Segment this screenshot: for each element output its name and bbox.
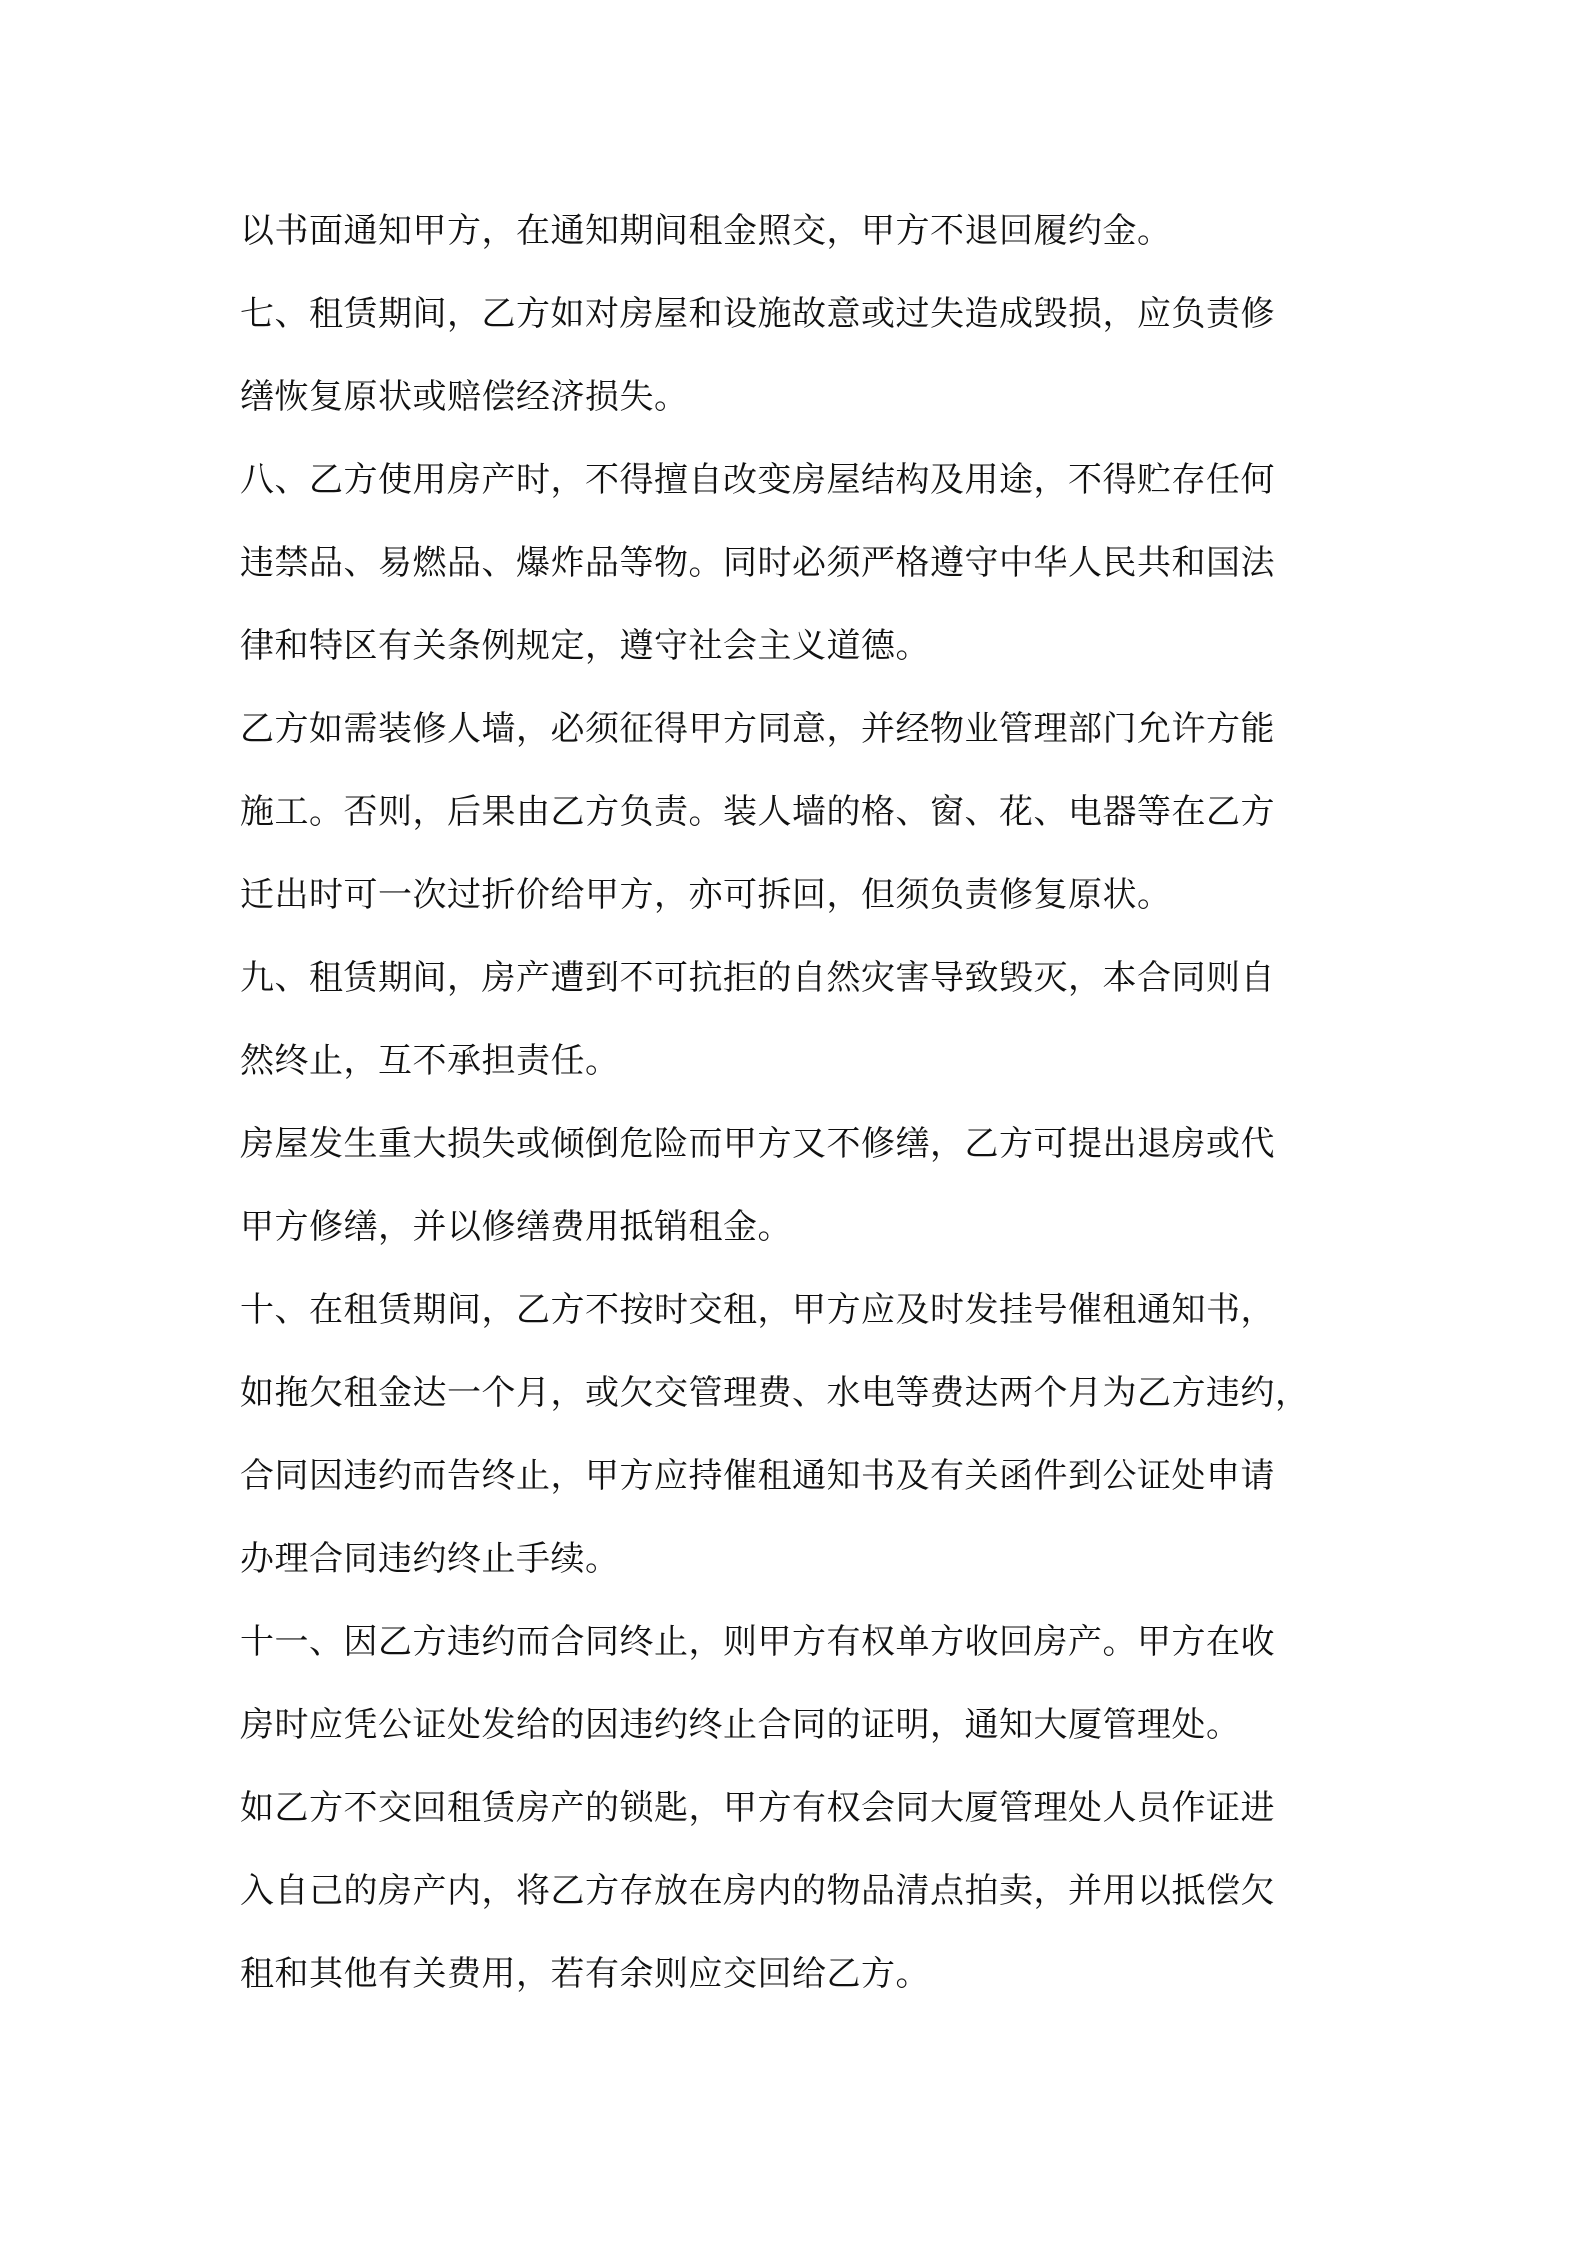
text-line: 租和其他有关费用，若有余则应交回给乙方。 — [240, 1954, 930, 1994]
text-line: 如乙方不交回租赁房产的锁匙，甲方有权会同大厦管理处人员作证进 — [240, 1788, 1275, 1828]
text-line: 九、租赁期间，房产遭到不可抗拒的自然灾害导致毁灭，本合同则自 — [240, 958, 1275, 998]
text-line: 如拖欠租金达一个月，或欠交管理费、水电等费达两个月为乙方违约， — [240, 1373, 1310, 1413]
text-line: 施工。否则，后果由乙方负责。装人墙的格、窗、花、电器等在乙方 — [240, 792, 1275, 832]
text-line: 乙方如需装修人墙，必须征得甲方同意，并经物业管理部门允许方能 — [240, 709, 1275, 749]
text-line: 十、在租赁期间，乙方不按时交租，甲方应及时发挂号催租通知书， — [240, 1290, 1275, 1330]
text-line: 入自己的房产内，将乙方存放在房内的物品清点拍卖，并用以抵偿欠 — [240, 1871, 1275, 1911]
text-line: 八、乙方使用房产时，不得擅自改变房屋结构及用途，不得贮存任何 — [240, 460, 1275, 500]
text-line: 以书面通知甲方，在通知期间租金照交，甲方不退回履约金。 — [240, 211, 1172, 251]
text-line: 七、租赁期间，乙方如对房屋和设施故意或过失造成毁损，应负责修 — [240, 294, 1275, 334]
text-line: 迁出时可一次过折价给甲方，亦可拆回，但须负责修复原状。 — [240, 875, 1172, 915]
text-line: 房时应凭公证处发给的因违约终止合同的证明，通知大厦管理处。 — [240, 1705, 1241, 1745]
text-line: 缮恢复原状或赔偿经济损失。 — [240, 377, 689, 417]
text-line: 然终止，互不承担责任。 — [240, 1041, 620, 1081]
text-line: 十一、因乙方违约而合同终止，则甲方有权单方收回房产。甲方在收 — [240, 1622, 1275, 1662]
document-body — [240, 190, 1360, 2016]
text-line: 房屋发生重大损失或倾倒危险而甲方又不修缮，乙方可提出退房或代 — [240, 1124, 1275, 1164]
text-line: 甲方修缮，并以修缮费用抵销租金。 — [240, 1207, 792, 1247]
text-line: 律和特区有关条例规定，遵守社会主义道德。 — [240, 626, 930, 666]
text-line: 办理合同违约终止手续。 — [240, 1539, 620, 1579]
text-line: 违禁品、易燃品、爆炸品等物。同时必须严格遵守中华人民共和国法 — [240, 543, 1275, 583]
text-line: 合同因违约而告终止，甲方应持催租通知书及有关函件到公证处申请 — [240, 1456, 1275, 1496]
